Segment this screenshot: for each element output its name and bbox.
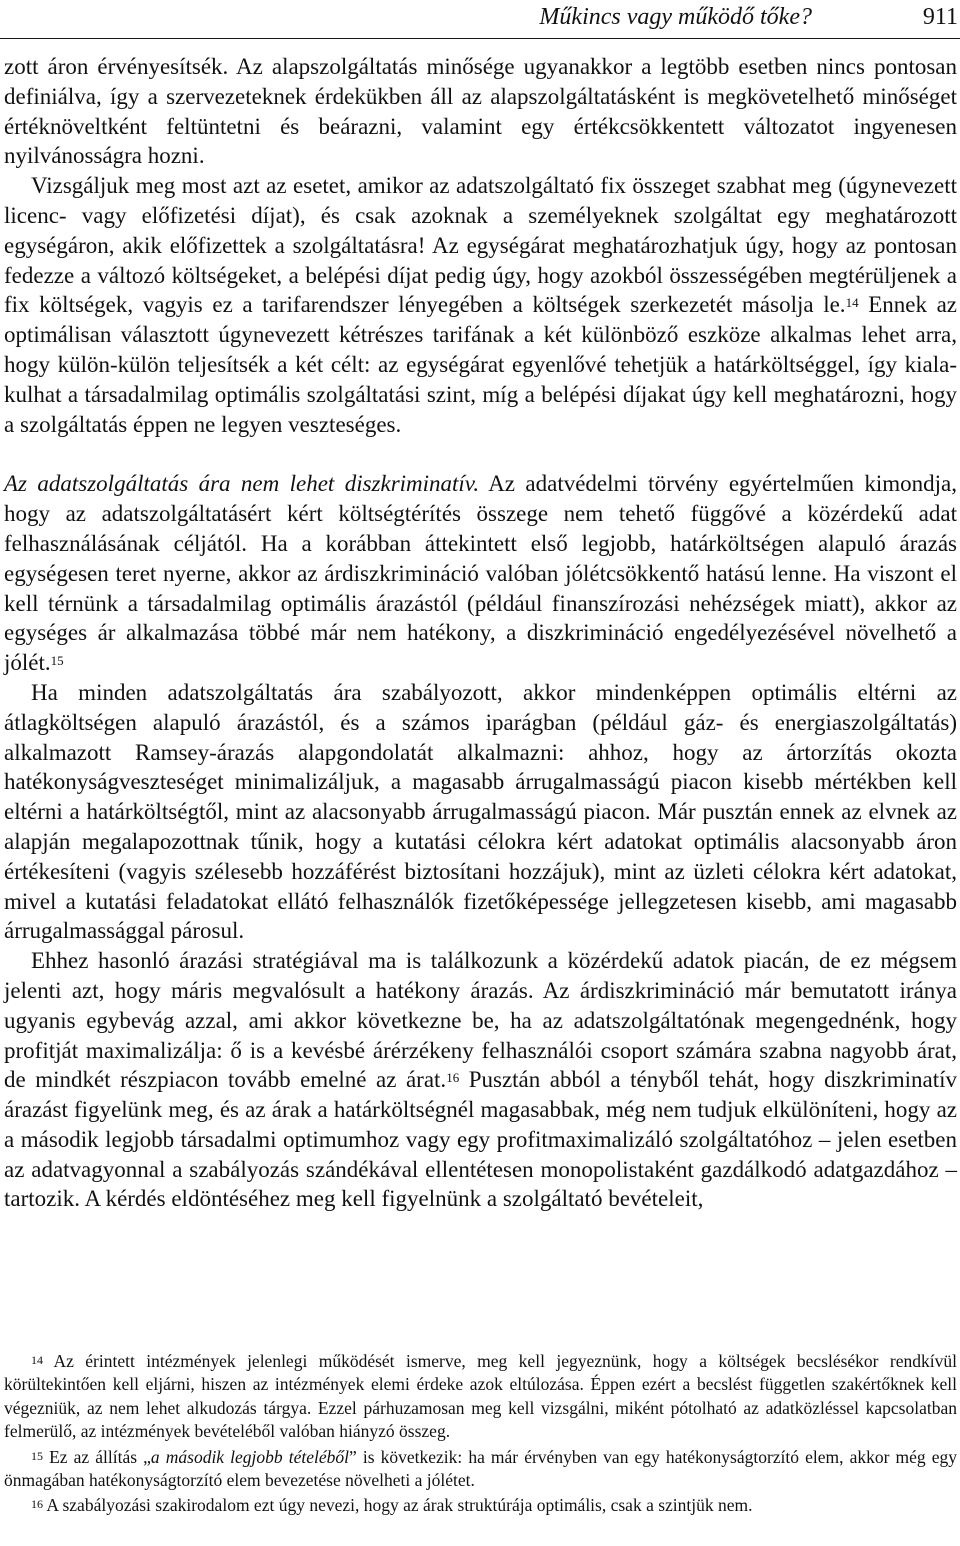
footnote-number: 16	[31, 1497, 43, 1512]
page-header	[0, 0, 960, 34]
main-text	[4, 52, 957, 1214]
paragraph-5-part-a: Ehhez hasonló árazási stratégiával ma is találkozunk a közérdekű adatok piacán, de ez mégsem jelenti azt, hogy máris megvalósult a hatékony árazás. Az árdiszkrimináció már bemutatott iránya ugyanis egybevág azzal, ami akkor következne be, ha az adatszolgáltatónak megengednénk, hogy profitját maximalizálja: ő is a kevésbé árérzékeny felhasználói csoport számára szabna nagyobb árat, de mindkét részpiacon tovább emelné az árat.	[4, 948, 957, 1093]
footnote-text: ” is következik: ha már érvényben van egy hatékonyságtorzító elem, akkor még egy önmagában hatékonyságtorzító elem bevezetése növelheti a jólétet.	[4, 1446, 957, 1491]
footnote-14	[4, 1350, 957, 1444]
footnote-number: 15	[31, 1448, 43, 1463]
running-title: Műkincs vagy működő tőke?	[539, 4, 812, 30]
page-number: 911	[922, 4, 958, 30]
footnote-text: Az érintett intézmények jelenlegi működését ismerve, meg kell jegyeznünk, hogy a költségek becslésékor rendkívül körültekintően kell eljárni, hiszen az intézmények elemi érdeke azok eltúlozása. Éppen ezért a becslést független szakértőknek kell végezniük, az nem lehet alkudozás tárgya. Ezzel párhuzamosan meg kell vizsgálni, miként pótolható az adatközléssel kapcsolatban felmerülő, az intézmények bevételéből valóban hiányzó összeg.	[4, 1351, 957, 1442]
footnote-ref-16[interactable]: 16	[446, 1070, 460, 1086]
footnote-ref-15[interactable]: 15	[50, 653, 64, 669]
header-rule	[0, 38, 960, 39]
section-heading: Az adatszolgáltatás ára nem lehet diszkriminatív.	[4, 471, 480, 497]
paragraph-2-part-a: Vizsgáljuk meg most azt az esetet, amikor az adatszolgáltató fix összeget szabhat meg (úgynevezett licenc- vagy előfizetési díjat), és csak azoknak a személyeknek szolgáltat egy meghatározott egységáron, akik előfizettek a szolgáltatásra! Az egységárat meghatározhatjuk úgy, hogy az pontosan fedezze a változó költségeket, a belépési díjat pedig úgy, hogy azokból összességében megtérüljenek a fix költségek, vagyis ez a tarifarendszer lényegében a költségek szerkezetét másolja le.	[4, 173, 957, 318]
paragraph-5-part-b: Pusztán abból a tényből tehát, hogy diszkriminatív árazást figyelünk meg, és az árak a határköltségnél magasabbak, még nem tudjuk elkülöníteni, hogy az a második legjobb társadalmi optimumhoz vagy egy profitmaximalizáló szolgáltatóhoz – jelen esetben az adatvagyonnal a szabályozás szándékával ellentétesen monopolistaként gazdálkodó adatgazdához – tartozik. A kérdés eldöntéséhez meg kell figyelnünk a szolgáltató bevételeit,	[4, 1067, 957, 1212]
paragraph-3	[4, 469, 957, 678]
paragraph-1: zott áron érvényesítsék. Az alapszolgáltatás minősége ugyanakkor a legtöbb esetben nincs pontosan definiálva, így a szervezeteknek érdekükben áll az alapszolgáltatásként is megkövetelhető minőséget értéknöveltként feltüntetni és beárazni, valamint egy értékcsökkentett változatot ingyenesen nyilvánosságra hozni.	[4, 54, 957, 169]
footnote-16	[4, 1494, 957, 1517]
footnote-text: A szabályozási szakirodalom ezt úgy nevezi, hogy az árak struktúrája optimális, csak a szintjük nem.	[46, 1495, 753, 1516]
paragraph-3-text: Az adatvédelmi törvény egyértelműen kimondja, hogy az adatszolgáltatásért kért költségtérítés összege nem tehető függővé a közérdekű adat felhasználásának céljától. Ha a korábban áttekintett első legjobb, határköltségen alapuló árazás egységesen teret nyerne, akkor az árdiszkrimináció valóban jólétcsökkentő hatású lenne. Ha viszont el kell térnünk a társadalmilag optimális árazástól (például finanszírozási nehézségek miatt), akkor az egységes ár alkalmazása többé már nem hatékony, a diszkrimináció engedélyezésével növelhető a jólét.	[4, 471, 957, 676]
footnote-ref-14[interactable]: 14	[845, 295, 859, 311]
paragraph-2	[4, 171, 957, 439]
footnote-italic-text: a második legjobb tételéből	[150, 1446, 349, 1467]
footnotes	[4, 1350, 957, 1520]
footnote-number: 14	[31, 1353, 43, 1367]
paragraph-2-part-b: Ennek az optimálisan választott úgynevezett kétrészes tarifának a két különböző eszköze alkalmas lehet arra, hogy külön-külön teljesítsék a két célt: az egységárat egyenlővé tehetjük a határköltséggel, így kialakulhat a társadalmilag optimális szolgáltatási szint, míg a belépési díjakat úgy kell meghatározni, hogy a szolgáltatás éppen ne legyen veszteséges.	[4, 292, 957, 437]
paragraph-5	[4, 946, 957, 1214]
paragraph-4: Ha minden adatszolgáltatás ára szabályozott, akkor mindenképpen optimális eltérni az átlagköltségen alapuló árazástól, és a számos iparágban (például gáz- és energiaszolgáltatás) alkalmazott Ramsey-árazás alapgondolatát alkalmazni: ahhoz, hogy az ártorzítás okozta hatékonyságveszteséget minimalizáljuk, a magasabb árrugalmasságú piacon kisebb mértékben kell eltérni a határköltségtől, mint az alacsonyabb árrugalmasságú piacon. Már pusztán ennek az elvnek az alapján megalapozottnak tűnik, hogy a kutatási célokra kért adatokat optimális alacsonyabb áron értékesíteni (vagyis szélesebb hozzáférést biztosítani hozzájuk), mint az üzleti célokra kért adatokat, mivel a kutatási feladatokat ellátó felhasználók fizetőképessége jellegzetesen kisebb, ami magasabb árrugalmassággal párosul.	[4, 679, 957, 944]
footnote-15	[4, 1446, 957, 1493]
footnote-text: Ez az állítás „	[49, 1446, 151, 1467]
